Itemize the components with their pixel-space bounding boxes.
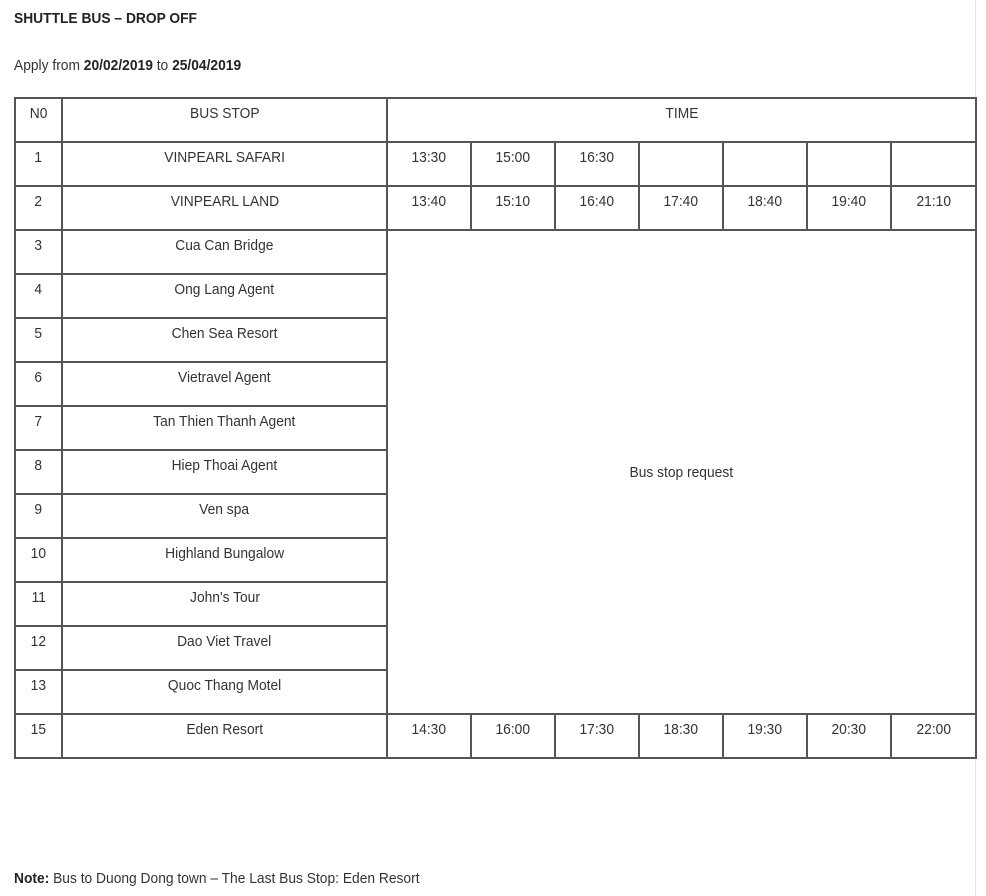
table-row <box>15 186 976 230</box>
apply-prefix: Apply from <box>14 57 80 74</box>
table-row <box>15 714 976 758</box>
time-cell: 15:00 <box>471 142 555 186</box>
time-cell <box>891 142 976 186</box>
row-number: 11 <box>15 582 62 626</box>
row-number: 13 <box>15 670 62 714</box>
time-cell: 16:30 <box>555 142 639 186</box>
note-text: Bus to Duong Dong town – The Last Bus Stop: Eden Resort <box>49 870 420 887</box>
time-cell: 13:30 <box>387 142 471 186</box>
row-number: 4 <box>15 274 62 318</box>
row-number: 8 <box>15 450 62 494</box>
bus-stop-request-cell: Bus stop request <box>387 230 976 714</box>
row-number: 6 <box>15 362 62 406</box>
apply-period <box>14 57 241 74</box>
apply-end-date: 25/04/2019 <box>172 57 242 74</box>
bus-stop-name: Cua Can Bridge <box>62 230 387 274</box>
row-number: 15 <box>15 714 62 758</box>
table-row <box>15 142 976 186</box>
row-number: 2 <box>15 186 62 230</box>
bus-stop-name: VINPEARL LAND <box>62 186 387 230</box>
apply-start-date: 20/02/2019 <box>83 57 153 74</box>
row-number: 3 <box>15 230 62 274</box>
bus-stop-name: Highland Bungalow <box>62 538 387 582</box>
bus-stop-name: Tan Thien Thanh Agent <box>62 406 387 450</box>
time-cell: 21:10 <box>891 186 976 230</box>
schedule-table <box>14 97 977 759</box>
time-cell: 13:40 <box>387 186 471 230</box>
row-number: 9 <box>15 494 62 538</box>
time-cell: 17:40 <box>639 186 723 230</box>
page-title: SHUTTLE BUS – DROP OFF <box>14 10 197 27</box>
bus-stop-name: Dao Viet Travel <box>62 626 387 670</box>
time-cell <box>723 142 807 186</box>
header-row <box>15 98 976 142</box>
table-row <box>15 230 976 274</box>
bus-stop-name: VINPEARL SAFARI <box>62 142 387 186</box>
time-cell: 15:10 <box>471 186 555 230</box>
time-cell <box>807 142 891 186</box>
time-cell: 17:30 <box>555 714 639 758</box>
time-cell: 14:30 <box>387 714 471 758</box>
apply-middle: to <box>156 57 169 74</box>
note-label: Note: <box>14 870 50 887</box>
header-bus-stop: BUS STOP <box>62 98 387 142</box>
bus-stop-name: Eden Resort <box>62 714 387 758</box>
bus-stop-name: Chen Sea Resort <box>62 318 387 362</box>
row-number: 1 <box>15 142 62 186</box>
bus-stop-name: Quoc Thang Motel <box>62 670 387 714</box>
row-number: 5 <box>15 318 62 362</box>
time-cell: 20:30 <box>807 714 891 758</box>
header-time: TIME <box>387 98 976 142</box>
bus-stop-name: Ven spa <box>62 494 387 538</box>
time-cell: 19:40 <box>807 186 891 230</box>
time-cell: 16:40 <box>555 186 639 230</box>
bus-stop-name: Vietravel Agent <box>62 362 387 406</box>
time-cell <box>639 142 723 186</box>
header-no: N0 <box>15 98 62 142</box>
row-number: 12 <box>15 626 62 670</box>
footer-note <box>14 870 420 887</box>
time-cell: 22:00 <box>891 714 976 758</box>
row-number: 10 <box>15 538 62 582</box>
time-cell: 19:30 <box>723 714 807 758</box>
bus-stop-name: Hiep Thoai Agent <box>62 450 387 494</box>
time-cell: 16:00 <box>471 714 555 758</box>
time-cell: 18:30 <box>639 714 723 758</box>
row-number: 7 <box>15 406 62 450</box>
time-cell: 18:40 <box>723 186 807 230</box>
bus-stop-name: John's Tour <box>62 582 387 626</box>
bus-stop-name: Ong Lang Agent <box>62 274 387 318</box>
